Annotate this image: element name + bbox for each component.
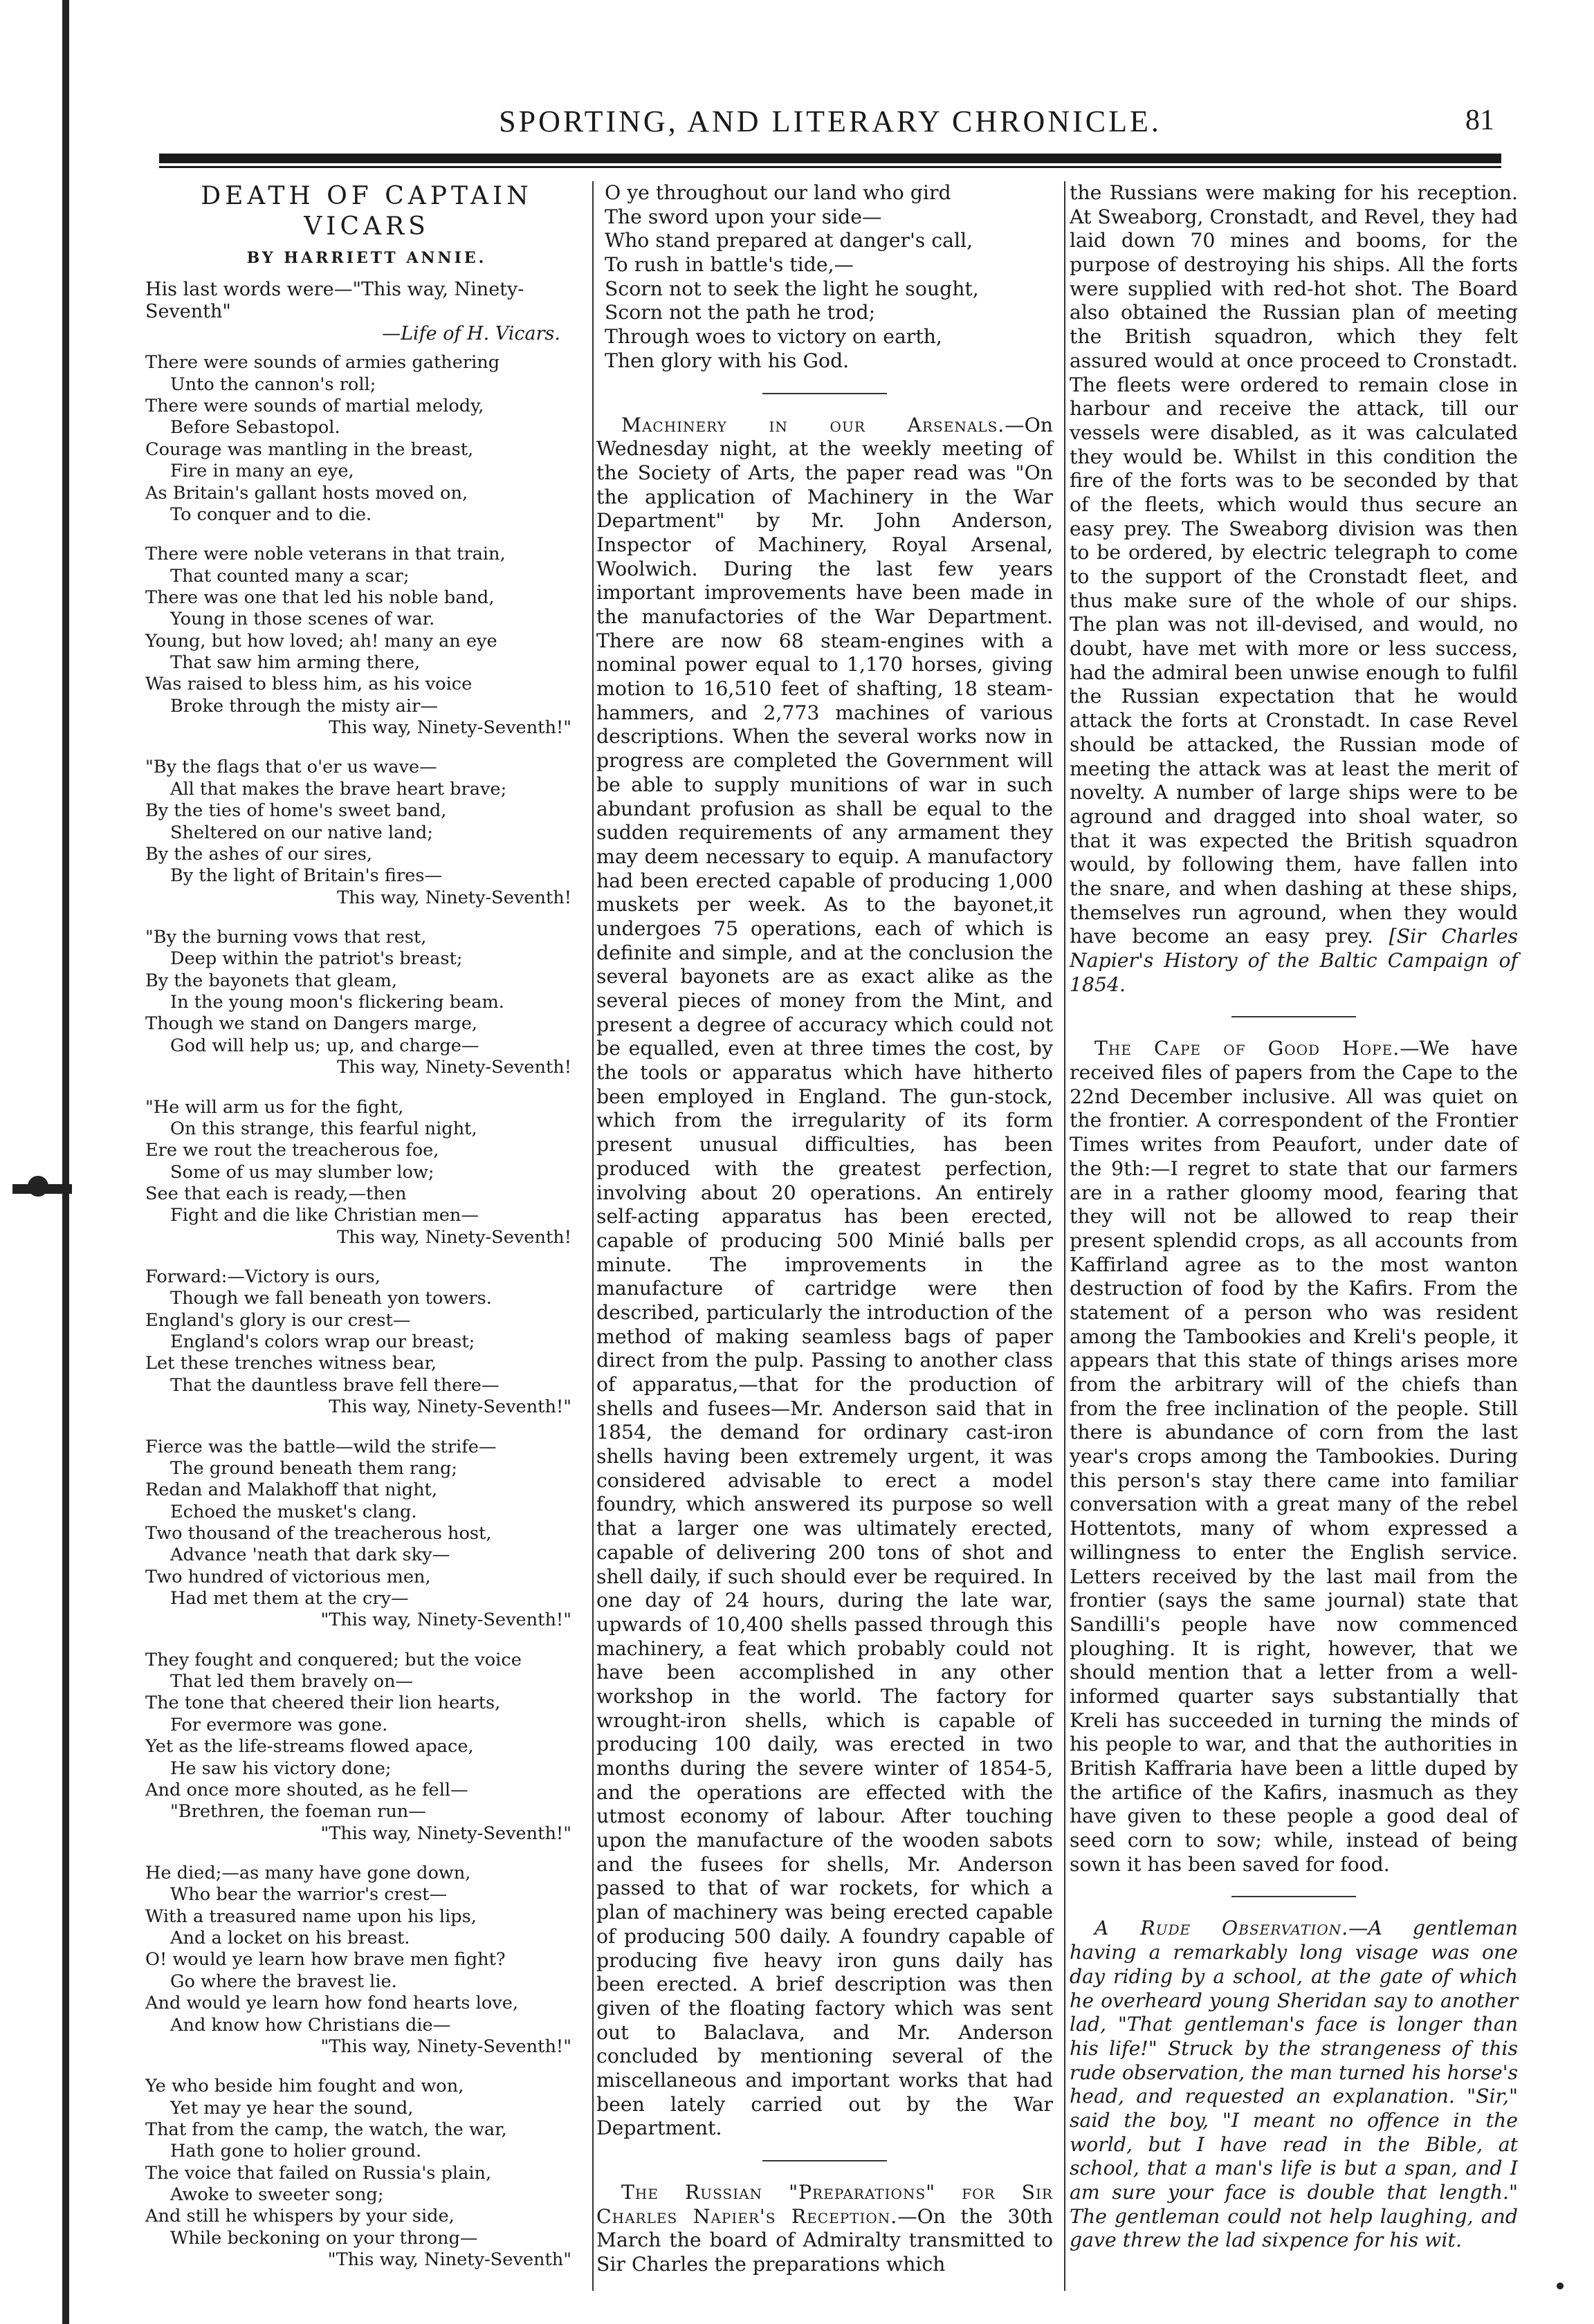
- poem-line: He saw his victory done;: [170, 1758, 392, 1779]
- ink-spot: [1557, 2282, 1564, 2289]
- running-title: SPORTING, AND LITERARY CHRONICLE.: [499, 104, 1162, 138]
- section-divider: [762, 393, 887, 394]
- poem-line: There were noble veterans in that train,: [145, 544, 506, 565]
- header-rule-thin: [159, 166, 1501, 168]
- poem-line: The ground beneath them rang;: [170, 1457, 457, 1479]
- poem-line: Yet as the life-streams flowed apace,: [145, 1736, 474, 1758]
- poem-line: "He will arm us for the fight,: [145, 1096, 404, 1118]
- poem-line: Then glory with his God.: [605, 349, 850, 372]
- poem-line: Some of us may slumber low;: [170, 1161, 434, 1183]
- epigraph-source: —Life of H. Vicars.: [382, 323, 560, 345]
- section-divider: [1231, 1016, 1356, 1017]
- poem-line: "This way, Ninety-Seventh": [327, 2249, 571, 2271]
- poem-stanza: [145, 1650, 588, 1845]
- poem-line: "By the flags that o'er us wave—: [145, 757, 437, 778]
- poem-line: While beckoning on your throng—: [170, 2227, 478, 2249]
- column-rule-1: [592, 181, 594, 2291]
- poem-line: That led them bravely on—: [170, 1671, 414, 1693]
- section-divider: [1231, 1896, 1356, 1897]
- article-cape: [1070, 1037, 1518, 1876]
- poem-line: There were sounds of armies gathering: [145, 352, 500, 374]
- poem-line: For evermore was gone.: [170, 1714, 388, 1735]
- poem-line: Let these trenches witness bear,: [145, 1353, 437, 1374]
- poem-line: And a locket on his breast.: [170, 1928, 410, 1949]
- poem-stanza: [145, 1266, 588, 1419]
- poem-line: This way, Ninety-Seventh!": [329, 1396, 571, 1418]
- poem-line: That from the camp, the watch, the war,: [145, 2119, 507, 2140]
- binding-edge: [62, 0, 69, 2324]
- binding-blot: [28, 1176, 48, 1197]
- poem-line: Forward:—Victory is ours,: [145, 1266, 381, 1288]
- poem-line: And once more shouted, as he fell—: [145, 1779, 468, 1800]
- article-heading: The Russian "Preparations" for Sir Charles Napier's Reception.: [596, 2181, 1053, 2228]
- poem-line: Scorn not to seek the light he sought,: [605, 277, 979, 300]
- poem-line: "This way, Ninety-Seventh!": [320, 2036, 571, 2057]
- poem-line: By the light of Britain's fires—: [170, 865, 443, 887]
- poem-line: Advance 'neath that dark sky—: [170, 1544, 450, 1566]
- poem-line: Young in those scenes of war.: [170, 609, 435, 630]
- column-2: [596, 181, 1053, 2291]
- poem-stanza: [145, 757, 588, 909]
- poem-stanza: [145, 352, 588, 526]
- poem-line: By the bayonets that gleam,: [145, 970, 397, 991]
- poem-line: To conquer and to die.: [170, 504, 372, 525]
- poem-line: This way, Ninety-Seventh!": [329, 717, 571, 739]
- poem-line: Who stand prepared at danger's call,: [605, 229, 973, 252]
- poem-line: And know how Christians die—: [170, 2014, 451, 2036]
- poem-line: Before Sebastopol.: [170, 417, 340, 439]
- poem-line: Sheltered on our native land;: [170, 822, 433, 843]
- poem-title: DEATH OF CAPTAIN VICARS: [201, 182, 533, 241]
- article-body: —On Wednesday night, at the weekly meeting of the Society of Arts, the paper read was "On the application of Machinery in the War Department" by Mr. John Anderson, Inspector of Machinery, Royal Arsenal, Woolwich. During the last few years important improvements have been made in the manufactories of the War Department. There are now 68 steam-engines with a nominal power equal to 1,170 horses, giving motion to 16,510 feet of shafting, 18 steam-hammers, and 2,773 machines of various descriptions. When the several works now in progress are completed the Government will be able to supply munitions of war in such abundant profusion as shall be equal to the sudden requirements of any armament they may deem necessary to equip. A manufactory had been erected capable of producing 1,000 muskets per week. As to the bayonet,it undergoes 75 operations, each of which is definite and simple, and at the conclusion the several bayonets are as exact alike as the several pieces of money from the Mint, and present a degree of accuracy which could not be equalled, even at three times the cost, by the tools or apparatus which have hitherto been employed in England. The gun-stock, which from the irregularity of its form present unusual difficulties, has been produced with the greatest perfection, involving about 20 operations. An entirely self-acting apparatus has been erected, capable of producing 500 Minié balls per minute. The improvements in the manufacture of cartridge were then described, particularly the introduction of the method of making seamless bags of paper direct from the pulp. Passing to another class of apparatus,—that for the production of shells and fusees—Mr. Anderson said that in 1854, the demand for ordinary cast-iron shells having been extremely urgent, it was considered advisable to erect a model foundry, which answered its purpose so well that a larger one was ultimately erected, capable of delivering 200 tons of shot and shell daily, if such should ever be required. In one day of 24 hours, during the late war, upwards of 10,400 shells passed through this machinery, a feat which probably could not have been accomplished in any other workshop in the world. The factory for wrought-iron shells, which is capable of producing 100 daily, was erected in two months during the severe winter of 1854-5, and the operations are effected with the utmost economy of labour. After touching upon the manufacture of the wooden sabots and the fusees for shells, Mr. Anderson passed to that of war rockets, for which a plan of machinery was being erected capable of producing 500 daily. A foundry capable of producing five heavy iron guns daily has been erected. A brief description was then given of the floating factory which was sent out to Balaclava, and Mr. Anderson concluded by mentioning several of the miscellaneous and important works that had been lately carried out by the War Department.: [596, 413, 1053, 2140]
- poem-line: By the ashes of our sires,: [145, 843, 372, 865]
- poem-line: England's glory is our crest—: [145, 1309, 411, 1331]
- poem-line: They fought and conquered; but the voice: [145, 1649, 522, 1670]
- poem-line: Scorn not the path he trod;: [605, 301, 876, 324]
- poem-line: Ere we rout the treacherous foe,: [145, 1140, 439, 1161]
- poem-line: The voice that failed on Russia's plain,: [145, 2162, 492, 2184]
- poem-stanza: [145, 1863, 588, 2058]
- poem-line: Yet may ye hear the sound,: [170, 2097, 414, 2119]
- poem-line: Echoed the musket's clang.: [170, 1501, 417, 1522]
- poem-stanza: [145, 1437, 588, 1632]
- poem-line: Though we stand on Dangers marge,: [145, 1013, 478, 1035]
- poem-line: Was raised to bless him, as his voice: [145, 674, 473, 695]
- poem-line: Fight and die like Christian men—: [170, 1205, 479, 1226]
- page-header: [159, 104, 1501, 152]
- page-number: 81: [1465, 104, 1494, 136]
- poem-line: And still he whispers by your side,: [145, 2206, 455, 2227]
- column-3: [1070, 181, 1518, 2267]
- poem-line: Fierce was the battle—wild the strife—: [145, 1436, 497, 1457]
- article-heading: A Rude Observation.: [1094, 1917, 1349, 1940]
- poem-line: O ye throughout our land who gird: [605, 181, 951, 204]
- poem-line: On this strange, this fearful night,: [170, 1118, 477, 1139]
- poem-epigraph: [145, 279, 588, 345]
- poem-line: Who bear the warrior's crest—: [170, 1884, 448, 1906]
- poem-line: See that each is ready,—then: [145, 1183, 407, 1204]
- poem-line: There were sounds of martial melody,: [145, 396, 484, 417]
- poem-line: As Britain's gallant hosts moved on,: [145, 482, 468, 504]
- poem-line: Awoke to sweeter song;: [170, 2184, 384, 2206]
- poem-line: Had met them at the cry—: [170, 1588, 409, 1610]
- section-divider: [762, 2160, 887, 2161]
- poem-line: And would ye learn how fond hearts love,: [145, 1993, 519, 2014]
- epigraph-text: His last words were—"This way, Ninety-Seventh": [145, 279, 524, 323]
- poem-line: This way, Ninety-Seventh!: [337, 887, 571, 908]
- poem-line: England's colors wrap our breast;: [170, 1331, 475, 1353]
- poem-line: That saw him arming there,: [170, 652, 421, 674]
- header-rule-thick: [159, 154, 1501, 163]
- poem-line: This way, Ninety-Seventh!: [337, 1226, 571, 1248]
- poem-line: With a treasured name upon his lips,: [145, 1906, 477, 1927]
- poem-line: Courage was mantling in the breast,: [145, 439, 474, 460]
- poem-line: He died;—as many have gone down,: [145, 1863, 471, 1883]
- poem-line: That counted many a scar;: [170, 565, 410, 587]
- poem-line: Through woes to victory on earth,: [605, 325, 942, 349]
- poem-stanza: [145, 1097, 588, 1249]
- poem-line: Redan and Malakhoff that night,: [145, 1479, 437, 1501]
- poem-line: All that makes the brave heart brave;: [170, 778, 507, 800]
- poem-line: "By the burning vows that rest,: [145, 926, 427, 948]
- poem-stanza: [145, 544, 588, 739]
- poem-line: "Brethren, the foeman run—: [170, 1801, 426, 1823]
- poem-line: The tone that cheered their lion hearts,: [145, 1693, 501, 1714]
- poem-line: Go where the bravest lie.: [170, 1971, 397, 1992]
- poem-line: The sword upon your side—: [605, 205, 882, 228]
- poem-line: Fire in many an eye,: [170, 461, 354, 482]
- poem-line: Deep within the patriot's breast;: [170, 948, 463, 970]
- poem-stanza: [145, 927, 588, 1079]
- poem-stanza: [145, 2076, 588, 2271]
- poem-line: O! would ye learn how brave men fight?: [145, 1949, 506, 1971]
- poem-line: Ye who beside him fought and won,: [145, 2076, 464, 2097]
- poem-line: Two hundred of victorious men,: [145, 1566, 431, 1587]
- poem-line: There was one that led his noble band,: [145, 587, 495, 608]
- poem-line: "This way, Ninety-Seventh!": [320, 1610, 571, 1631]
- article-russian-start: [596, 2181, 1053, 2277]
- article-heading: Machinery in our Arsenals.: [621, 413, 1005, 436]
- article-russian-continued: [1070, 181, 1518, 997]
- poem-line: By the ties of home's sweet band,: [145, 800, 447, 822]
- column-rule-2: [1064, 181, 1065, 2291]
- poem-line: To rush in battle's tide,—: [605, 253, 854, 277]
- poem-line: In the young moon's flickering beam.: [170, 992, 504, 1013]
- poem-line: God will help us; up, and charge—: [170, 1035, 479, 1056]
- poem-line: Hath gone to holier ground.: [170, 2141, 422, 2162]
- poem-line: Though we fall beneath yon towers.: [170, 1288, 492, 1309]
- article-body: —On the 30th March the board of Admiralty transmitted to Sir Charles the preparations which: [596, 2204, 1054, 2276]
- poem-line: This way, Ninety-Seventh!: [337, 1057, 571, 1078]
- article-body: the Russians were making for his reception. At Sweaborg, Cronstadt, and Revel, they had laid down 70 mines and booms, for the purpose of destroying his ships. All the forts were supplied with red-hot shot. The Board also obtained the Russian plan of meeting the British squadron, which they felt assured would at once proceed to Cronstadt. The fleets were ordered to remain close in harbour and receive the attack, till our vessels were disabled, as it was calculated they would be. Whilst in this condition the fire of the forts was to be seconded by that of the fleets, which would thus secure an easy prey. The Sweaborg division was then to be ordered, by electric telegraph to come to the support of the Cronstadt fleet, and thus make sure of the whole of our ships. The plan was not ill-devised, and would, no doubt, have met with more or less success, had the admiral been unwise enough to fulfil the Russian expectation that he would attack the forts at Cronstadt. In case Revel should be attacked, the Russian mode of meeting the attack was at least the merit of novelty. A number of large ships were to be aground and dragged into shoal water, so that it was expected the British squadron would, by following them, have fallen into the snare, and when dashing at these ships, themselves run aground, when they would have become an easy prey.: [1070, 181, 1518, 948]
- poem-stanzas: [145, 352, 588, 2271]
- poem-final-stanza: [596, 181, 1053, 374]
- poem-line: That the dauntless brave fell there—: [170, 1374, 500, 1396]
- article-body: —A gentleman having a remarkably long visage was one day riding by a school, at the gate of which he overheard young Sheridan say to another lad, "That gentleman's face is longer than his life!" Struck by the strangeness of this rude observation, the man turned his horse's head, and requested an explanation. "Sir," said the boy, "I meant no offence in the world, but I have read in the Bible, at school, that a man's life is but a span, and I am sure your face is double that length." The gentleman could not help laughing, and gave threw the lad sixpence for his wit.: [1070, 1917, 1518, 2252]
- article-rude-observation: [1070, 1917, 1518, 2253]
- poem-byline: BY HARRIETT ANNIE.: [246, 249, 487, 267]
- poem-line: Two thousand of the treacherous host,: [145, 1522, 492, 1544]
- article-source: [Sir Charles Napier's History of the Baltic Campaign of 1854.: [1070, 925, 1518, 996]
- article-body: —We have received files of papers from the Cape to the 22nd December inclusive. All was quiet on the frontier. A correspondent of the Frontier Times writes from Peaufort, under date of the 9th:—I regret to state that our farmers are in a rather gloomy mood, fearing that they will not be allowed to reap their present splendid crops, as all accounts from Kaffirland agree as to the most wanton destruction of food by the Kafirs. From the statement of a person who was resident among the Tambookies and Kreli's people, it appears that this state of things arises more from the arbitrary will of the chiefs than from the free inclination of the people. Still there is abundance of corn from the last year's crops among the Tambookies. During this person's stay there came into familiar conversation with a great many of the rebel Hottentots, many of whom expressed a willingness to enter the English service. Letters received by the last mail from the frontier (says the same journal) state that Sandilli's people have now commenced ploughing. It is right, however, that we should mention that a letter from a well-informed quarter says substantially that Kreli has succeeded in turning the minds of his people to war, and that the authorities in British Kaffraria have been a little duped by the artifice of the Kafirs, inasmuch as they have given to these people a good deal of seed corn to sow; while, instead of being sown it has been saved for food.: [1070, 1037, 1518, 1876]
- poem-line: Broke through the misty air—: [170, 695, 438, 717]
- poem-line: Unto the cannon's roll;: [170, 374, 376, 395]
- poem-line: "This way, Ninety-Seventh!": [320, 1823, 571, 1844]
- article-heading: The Cape of Good Hope.: [1094, 1037, 1400, 1060]
- column-1: [145, 181, 588, 2289]
- article-machinery: [596, 414, 1053, 2141]
- poem-line: Young, but how loved; ah! many an eye: [145, 630, 497, 652]
